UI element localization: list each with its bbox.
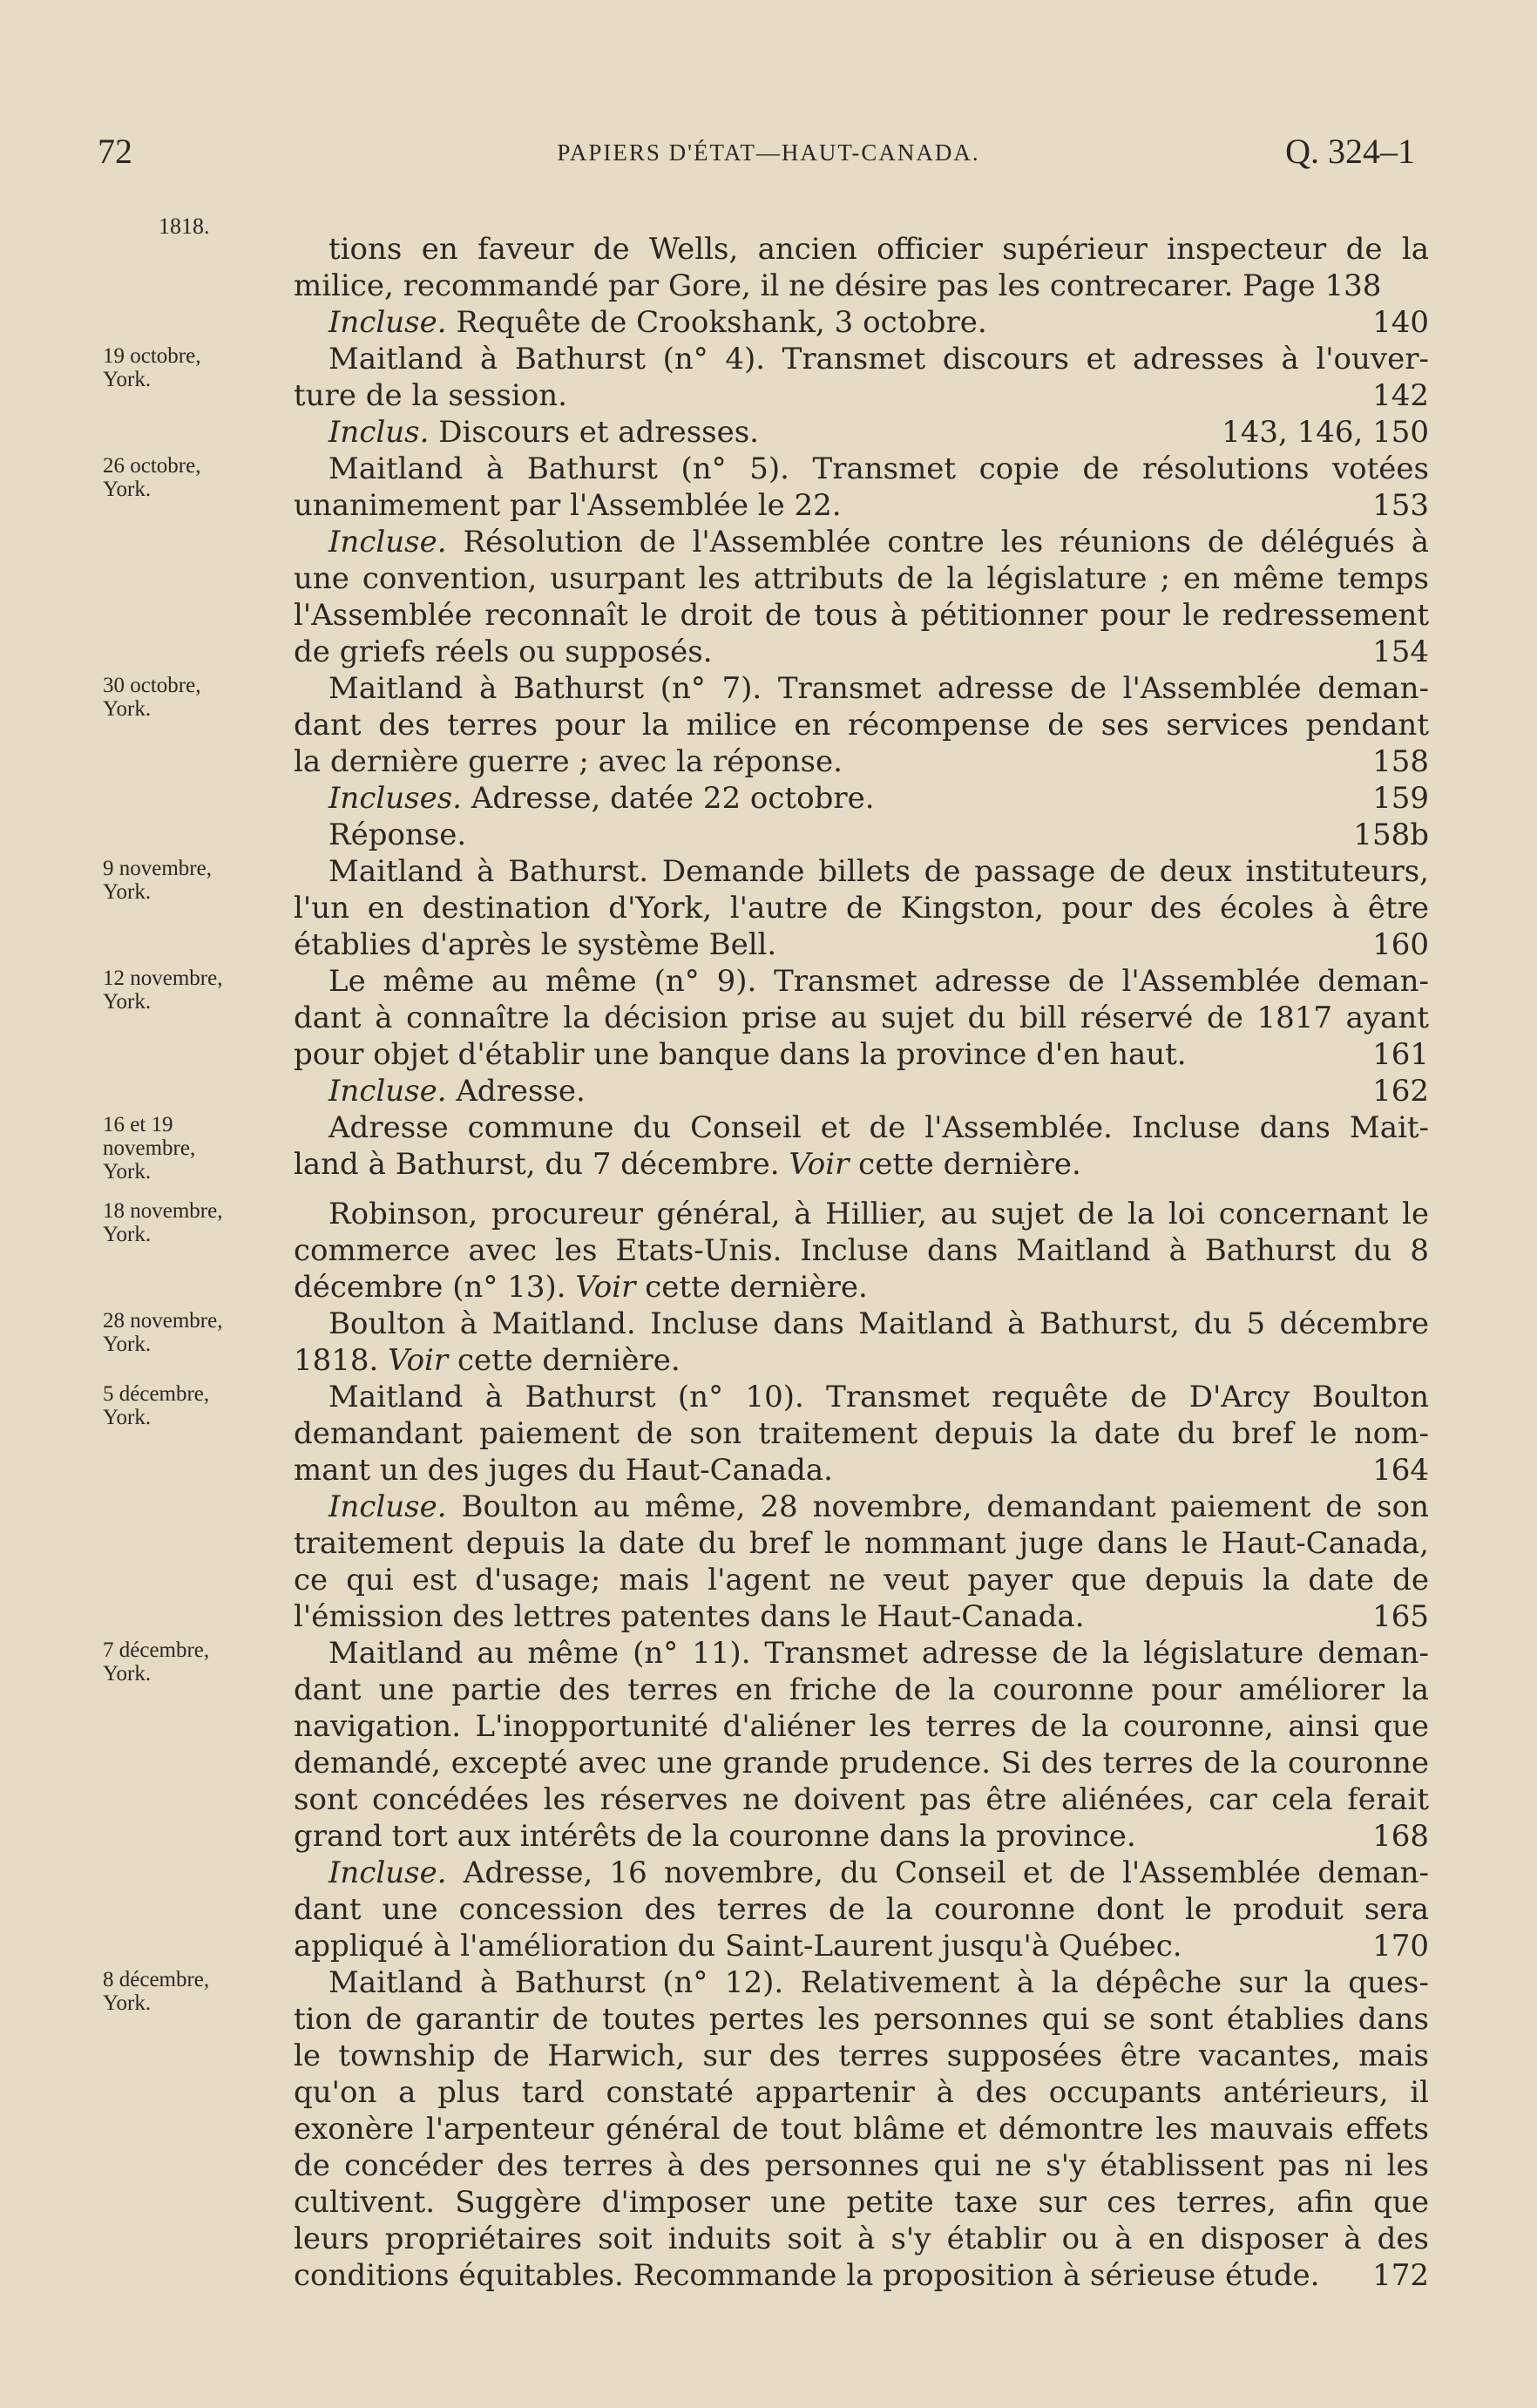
enclosure-label: Incluse. <box>328 1074 447 1109</box>
line-content: Adresse commune du Conseil et de l'Assemblée. Incluse dans Mait- <box>328 1110 1429 1145</box>
text-line <box>294 743 1429 780</box>
line-content: le township de Harwich, sur des terres supposées être vacantes, mais <box>294 2038 1429 2073</box>
text-line <box>294 817 1429 853</box>
line-content: ce qui est d'usage; mais l'agent ne veut payer que depuis la date de <box>294 1562 1429 1597</box>
line-content: Le même au même (n° 9). Transmet adresse de l'Assemblée deman- <box>328 964 1429 999</box>
text-line <box>294 1415 1429 1452</box>
entry-text <box>294 963 1429 1073</box>
line-content: Maitland à Bathurst (n° 10). Transmet requête de D'Arcy Boulton <box>328 1379 1429 1414</box>
line-content: navigation. L'inopportunité d'aliéner les terres de la couronne, ainsi que <box>294 1708 1429 1744</box>
line-content: l'émission des lettres patentes dans le Haut-Canada. <box>294 1598 1085 1634</box>
line-content: dant à connaître la décision prise au sujet du bill réservé de 1817 ayant <box>294 1001 1429 1035</box>
page-reference: 153 <box>1372 488 1429 523</box>
line-content: une convention, usurpant les attributs de la législature ; en même temps <box>294 561 1429 596</box>
page-reference: 143, 146, 150 <box>1222 415 1429 450</box>
line-content: Boulton à Maitland. Incluse dans Maitland à Bathurst, du 5 décembre <box>328 1306 1429 1341</box>
entry-date: 30 octobre, York. <box>103 674 201 721</box>
entry-text <box>294 1196 1429 1306</box>
line-content: la dernière guerre ; avec la réponse. <box>294 744 843 779</box>
line-content: Adresse, datée 22 octobre. <box>461 781 875 816</box>
enclosure-label: Incluse. <box>328 1489 447 1524</box>
text-line <box>294 1306 1429 1342</box>
text-line <box>294 1146 1429 1183</box>
line-content: cultivent. Suggère d'imposer une petite taxe sur ces terres, afin que <box>294 2184 1429 2220</box>
line-content: dant une concession des terres de la couronne dont le produit sera <box>294 1891 1429 1927</box>
text-line <box>294 890 1429 926</box>
line-content: Discours et adresses. <box>429 415 759 450</box>
page-reference: 142 <box>1372 378 1429 413</box>
line-content: établies d'après le système Bell. <box>294 927 777 962</box>
page-reference: 170 <box>1372 1928 1429 1964</box>
text-line <box>294 1964 1429 2001</box>
line-content: Maitland à Bathurst (n° 5). Transmet copie de résolutions votées <box>328 451 1429 486</box>
text-line <box>294 377 1429 414</box>
text-line <box>294 1635 1429 1672</box>
page-reference: 161 <box>1372 1037 1429 1072</box>
text-line <box>294 2147 1429 2184</box>
page-reference: 172 <box>1372 2257 1429 2293</box>
line-content: demandé, excepté avec une grande prudence. Si des terres de la couronne <box>294 1745 1429 1781</box>
line-content: l'Assemblée reconnaît le droit de tous à pétitionner pour le redressement <box>294 598 1429 633</box>
entry-text <box>294 817 1429 853</box>
entry-text <box>294 524 1429 670</box>
text-line <box>294 926 1429 963</box>
text-line <box>294 1379 1429 1415</box>
line-content: grand tort aux intérêts de la couronne dans la province. <box>294 1818 1136 1854</box>
line-content: conditions équitables. Recommande la proposition à sérieuse étude. <box>294 2257 1320 2293</box>
entry-date: 18 novembre, York. <box>103 1198 223 1246</box>
line-content: exonère l'arpenteur général de tout blâme et démontre les mauvais effets <box>294 2111 1429 2147</box>
line-content: tions en faveur de Wells, ancien officier supérieur inspecteur de la <box>328 232 1429 267</box>
text-line <box>294 1672 1429 1708</box>
text-line <box>294 1891 1429 1928</box>
entry-text <box>294 1379 1429 1489</box>
entry-text <box>294 341 1429 414</box>
page-reference: 164 <box>1372 1452 1429 1488</box>
line-content: pour objet d'établir une banque dans la province d'en haut. <box>294 1037 1187 1072</box>
page-reference: 154 <box>1372 634 1429 669</box>
text-line <box>294 487 1429 524</box>
text-line <box>294 1489 1429 1525</box>
line-content: land à Bathurst, du 7 décembre. <box>294 1147 789 1182</box>
page-reference: 165 <box>1372 1598 1429 1634</box>
text-line <box>294 2257 1429 2294</box>
line-content: tion de garantir de toutes pertes les personnes qui se sont établies dans <box>294 2001 1429 2037</box>
page-reference: 140 <box>1372 305 1429 340</box>
entry-date: 28 novembre, York. <box>103 1308 223 1356</box>
enclosure-label: Incluse. <box>328 525 447 560</box>
text-line <box>294 597 1429 634</box>
entry-text <box>294 1489 1429 1635</box>
line-content: de griefs réels ou supposés. <box>294 634 713 669</box>
year-heading: 1818. <box>159 214 210 239</box>
see-reference: Voir <box>789 1147 850 1182</box>
text-line <box>294 1525 1429 1562</box>
text-line <box>294 780 1429 817</box>
entry-date: 16 et 19 novembre, York. <box>103 1113 196 1184</box>
line-content: milice, recommandé par Gore, il ne désire pas les contrecarer. Page 138 <box>294 268 1382 303</box>
entry-date: 9 novembre, York. <box>103 857 212 904</box>
text-line <box>294 1562 1429 1598</box>
text-line <box>294 524 1429 560</box>
text-line <box>294 1781 1429 1818</box>
text-line <box>294 2001 1429 2038</box>
line-content: appliqué à l'amélioration du Saint-Laurent jusqu'à Québec. <box>294 1928 1182 1964</box>
line-content: Maitland à Bathurst (n° 12). Relativement à la dépêche sur la ques- <box>328 1964 1429 2000</box>
entry-date: 26 octobre, York. <box>103 454 201 501</box>
text-line <box>294 2111 1429 2147</box>
line-content: l'un en destination d'York, l'autre de Kingston, pour des écoles à être <box>294 891 1429 926</box>
text-line <box>294 304 1429 341</box>
line-content: Boulton au même, 28 novembre, demandant paiement de son <box>446 1489 1429 1524</box>
entry-date: 8 décembre, York. <box>103 1967 210 2015</box>
text-line <box>294 853 1429 890</box>
text-line <box>294 1073 1429 1109</box>
enclosure-label: Incluse. <box>328 1855 447 1890</box>
see-reference: Voir <box>575 1269 636 1305</box>
entry-text <box>294 780 1429 817</box>
text-line <box>294 2221 1429 2257</box>
line-content: décembre (n° 13). <box>294 1269 576 1305</box>
text-line <box>294 1109 1429 1146</box>
text-line <box>294 1269 1429 1306</box>
text-line <box>294 963 1429 1000</box>
page-number: 72 <box>98 132 132 171</box>
entry-text <box>294 451 1429 524</box>
line-content: qu'on a plus tard constaté appartenir à des occupants antérieurs, il <box>294 2074 1429 2110</box>
enclosure-label: Inclus. <box>328 415 430 450</box>
entry-date: 7 décembre, York. <box>103 1638 210 1686</box>
volume-reference: Q. 324–1 <box>1285 132 1415 171</box>
line-content: Robinson, procureur général, à Hillier, au sujet de la loi concernant le <box>328 1196 1429 1231</box>
line-content: ture de la session. <box>294 378 567 413</box>
line-content: cette dernière. <box>635 1269 868 1305</box>
text-line <box>294 2038 1429 2074</box>
line-content: 1818. <box>294 1342 389 1378</box>
text-line <box>294 451 1429 487</box>
text-line <box>294 670 1429 707</box>
page-reference: 168 <box>1372 1818 1429 1854</box>
see-reference: Voir <box>388 1342 449 1378</box>
text-line <box>294 1855 1429 1891</box>
text-line <box>294 231 1429 268</box>
text-line <box>294 1232 1429 1269</box>
line-content: Résolution de l'Assemblée contre les réunions de délégués à <box>446 525 1429 560</box>
entry-text <box>294 1109 1429 1183</box>
text-line <box>294 634 1429 670</box>
running-title: PAPIERS D'ÉTAT—HAUT-CANADA. <box>557 139 980 166</box>
page-reference: 160 <box>1372 927 1429 962</box>
page-reference: 158b <box>1353 817 1429 852</box>
entry-text <box>294 1306 1429 1379</box>
line-content: Requête de Crookshank, 3 octobre. <box>446 305 987 340</box>
line-content: cette dernière. <box>448 1342 680 1378</box>
line-content: commerce avec les Etats-Unis. Incluse dans Maitland à Bathurst du 8 <box>294 1232 1429 1268</box>
page-reference: 158 <box>1372 744 1429 779</box>
page-reference: 159 <box>1372 781 1429 816</box>
entry-text <box>294 1073 1429 1109</box>
enclosure-label: Incluses. <box>328 781 462 816</box>
entry-text <box>294 231 1429 304</box>
line-content: Maitland à Bathurst (n° 7). Transmet adresse de l'Assemblée deman- <box>328 671 1429 706</box>
text-line <box>294 2184 1429 2221</box>
entry-text <box>294 1635 1429 1855</box>
entry-date: 19 octobre, York. <box>103 344 201 391</box>
entry-text <box>294 1964 1429 2294</box>
line-content: Adresse, 16 novembre, du Conseil et de l'Assemblée deman- <box>446 1855 1429 1890</box>
line-content: unanimement par l'Assemblée le 22. <box>294 488 842 523</box>
text-line <box>294 341 1429 377</box>
text-line <box>294 1452 1429 1489</box>
entry-text <box>294 304 1429 341</box>
line-content: Maitland au même (n° 11). Transmet adresse de la législature deman- <box>328 1635 1429 1671</box>
text-line <box>294 1928 1429 1964</box>
line-content: Réponse. <box>328 817 467 852</box>
enclosure-label: Incluse. <box>328 305 447 340</box>
line-content: de concéder des terres à des personnes qui ne s'y établissent pas ni les <box>294 2147 1429 2183</box>
line-content: dant des terres pour la milice en récompense de ses services pendant <box>294 708 1429 743</box>
text-line <box>294 268 1429 304</box>
text-line <box>294 1598 1429 1635</box>
line-content: traitement depuis la date du bref le nommant juge dans le Haut-Canada, <box>294 1525 1429 1561</box>
entry-date: 12 novembre, York. <box>103 967 223 1014</box>
line-content: dant une partie des terres en friche de la couronne pour améliorer la <box>294 1672 1429 1707</box>
line-content: Adresse. <box>446 1074 586 1109</box>
text-line <box>294 707 1429 743</box>
line-content: Maitland à Bathurst. Demande billets de passage de deux instituteurs, <box>328 854 1429 889</box>
page-reference: 162 <box>1372 1074 1429 1109</box>
line-content: demandant paiement de son traitement depuis la date du bref le nom- <box>294 1415 1429 1451</box>
text-line <box>294 1818 1429 1855</box>
text-line <box>294 2074 1429 2111</box>
line-content: Maitland à Bathurst (n° 4). Transmet discours et adresses à l'ouver- <box>328 342 1429 376</box>
line-content: mant un des juges du Haut-Canada. <box>294 1452 833 1488</box>
text-line <box>294 560 1429 597</box>
text-line <box>294 1000 1429 1036</box>
text-line <box>294 1196 1429 1232</box>
text-line <box>294 1036 1429 1073</box>
text-line <box>294 414 1429 451</box>
line-content: leurs propriétaires soit induits soit à s'y établir ou à en disposer à des <box>294 2221 1429 2256</box>
entry-date: 5 décembre, York. <box>103 1381 210 1429</box>
entry-text <box>294 414 1429 451</box>
text-line <box>294 1708 1429 1745</box>
text-line <box>294 1342 1429 1379</box>
entry-text <box>294 670 1429 780</box>
line-content: cette dernière. <box>849 1147 1081 1182</box>
entry-text <box>294 1855 1429 1964</box>
line-content: sont concédées les réserves ne doivent pas être aliénées, car cela ferait <box>294 1781 1429 1817</box>
entry-text <box>294 853 1429 963</box>
text-line <box>294 1745 1429 1781</box>
